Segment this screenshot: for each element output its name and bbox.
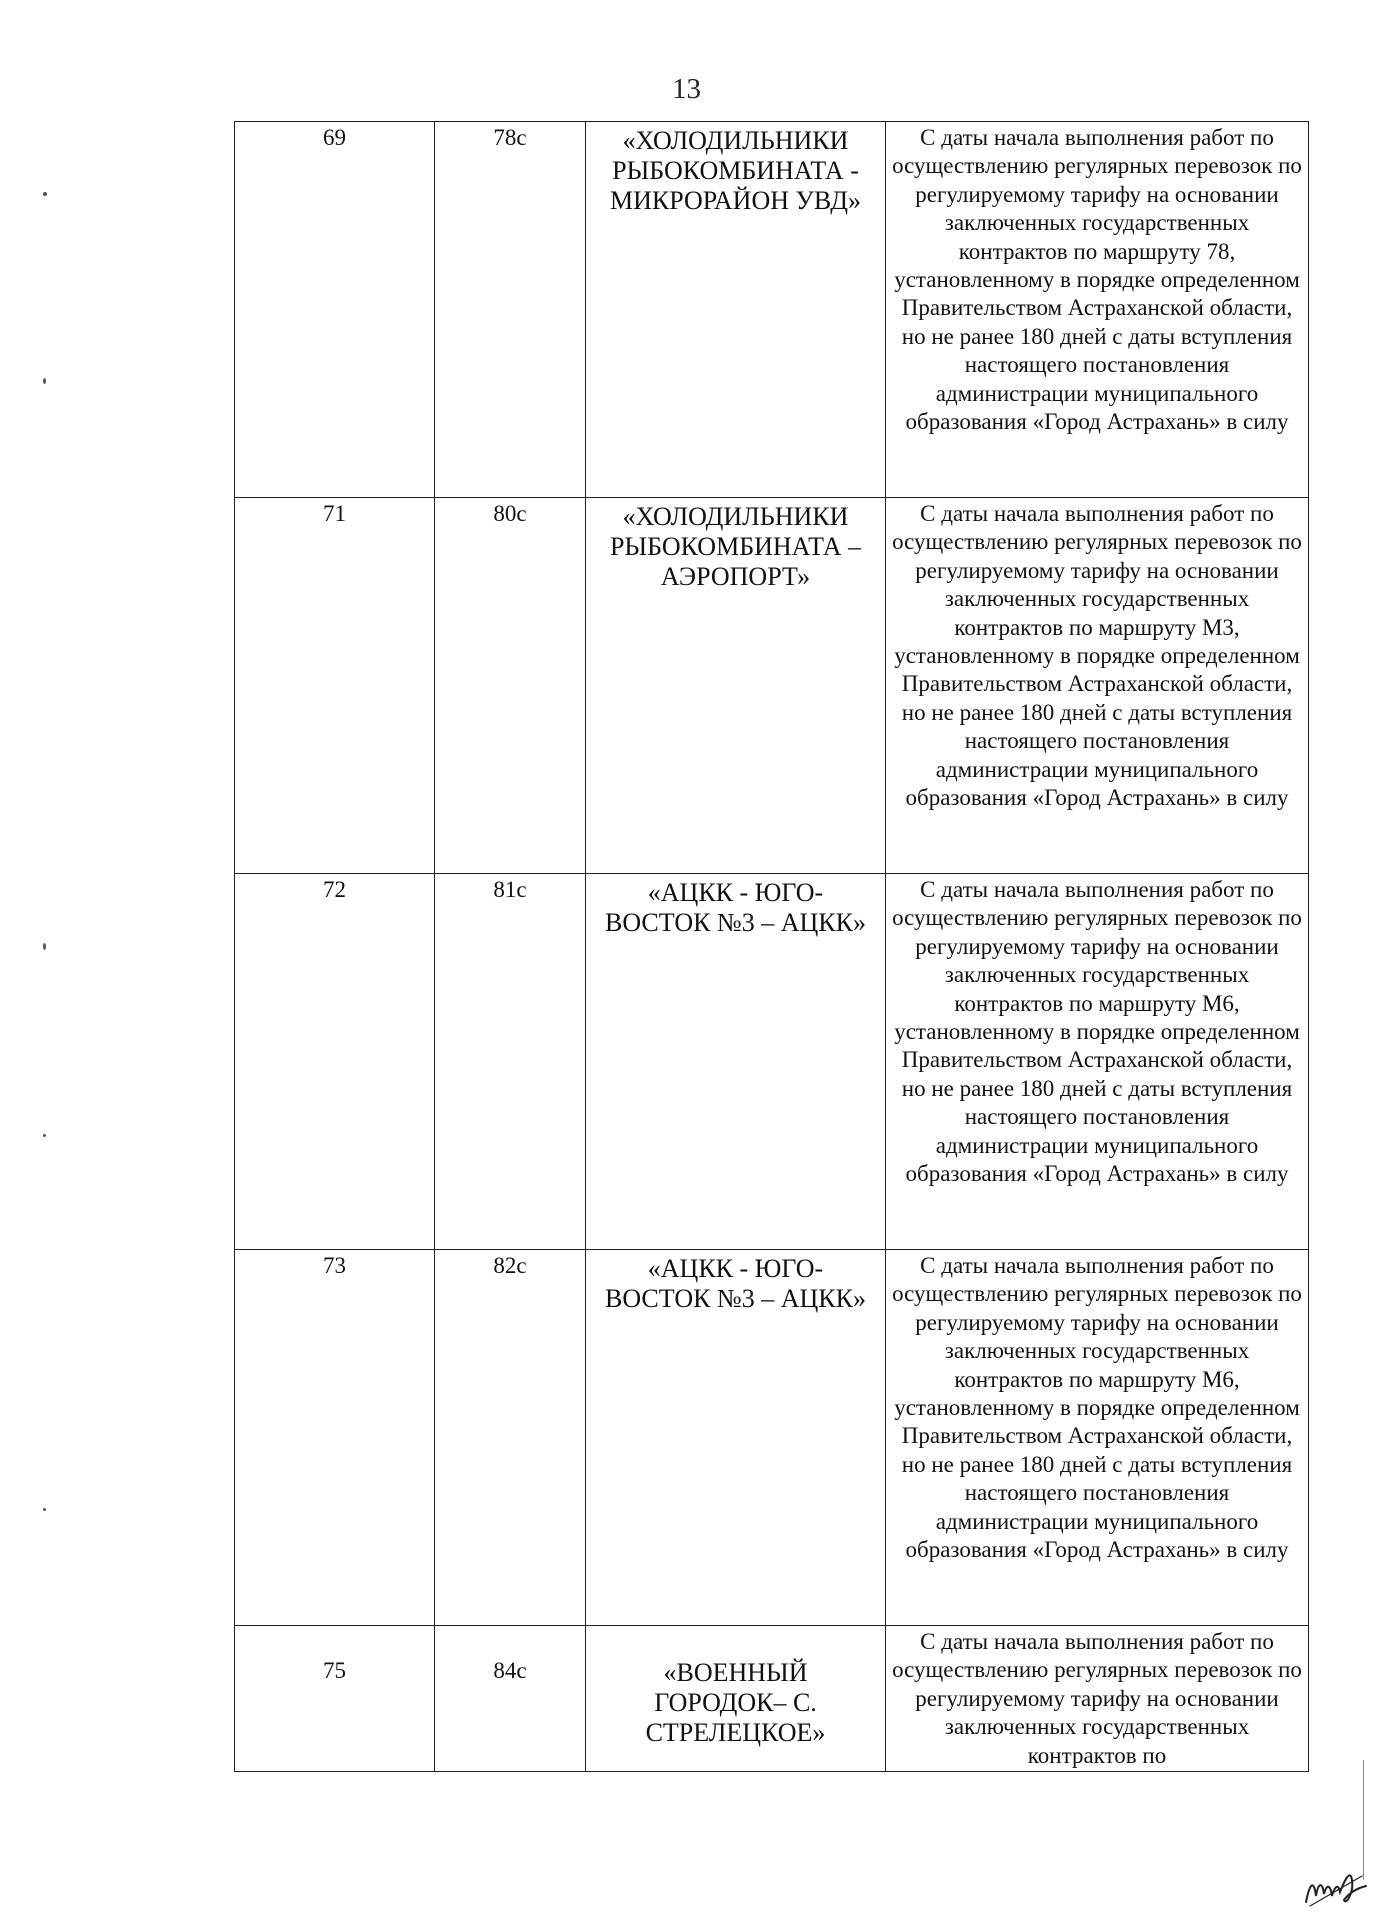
table-row — [235, 1250, 1309, 1626]
routes-table — [234, 121, 1309, 1772]
row-number: 73 — [235, 1250, 435, 1626]
row-number: 75 — [235, 1626, 435, 1772]
route-name: «АЦКК - ЮГО-ВОСТОК №3 – АЦКК» — [586, 1250, 886, 1626]
route-code: 81с — [435, 874, 586, 1250]
route-name: «ХОЛОДИЛЬНИКИ РЫБОКОМБИНАТА – АЭРОПОРТ» — [586, 498, 886, 874]
scan-mark — [43, 1508, 46, 1511]
route-name: «ВОЕННЫЙ ГОРОДОК– С. СТРЕЛЕЦКОЕ» — [586, 1626, 886, 1772]
route-condition: С даты начала выполнения работ по осуществлению регулярных перевозок по регулируемому тарифу на основании заключенных государственных контрактов по маршруту М3, установленному в порядке определенном Правительством Астраханской области, но не ранее 180 дней с даты вступления настоящего постановления администрации муниципального образования «Город Астрахань» в силу — [886, 498, 1309, 874]
scan-mark — [43, 378, 46, 384]
scan-mark — [43, 1134, 46, 1137]
route-code: 82с — [435, 1250, 586, 1626]
scan-mark — [43, 943, 46, 950]
table-row — [235, 122, 1309, 498]
table-row — [235, 874, 1309, 1250]
row-number: 71 — [235, 498, 435, 874]
row-number: 69 — [235, 122, 435, 498]
route-code: 84с — [435, 1626, 586, 1772]
route-condition: С даты начала выполнения работ по осуществлению регулярных перевозок по регулируемому тарифу на основании заключенных государственных контрактов по маршруту 78, установленному в порядке определенном Правительством Астраханской области, но не ранее 180 дней с даты вступления настоящего постановления администрации муниципального образования «Город Астрахань» в силу — [886, 122, 1309, 498]
table-row — [235, 498, 1309, 874]
route-condition: С даты начала выполнения работ по осуществлению регулярных перевозок по регулируемому тарифу на основании заключенных государственных контрактов по маршруту М6, установленному в порядке определенном Правительством Астраханской области, но не ранее 180 дней с даты вступления настоящего постановления администрации муниципального образования «Город Астрахань» в силу — [886, 1250, 1309, 1626]
route-name: «АЦКК - ЮГО-ВОСТОК №3 – АЦКК» — [586, 874, 886, 1250]
route-condition: С даты начала выполнения работ по осуществлению регулярных перевозок по регулируемому тарифу на основании заключенных государственных контрактов по — [886, 1626, 1309, 1772]
route-code: 80с — [435, 498, 586, 874]
row-number: 72 — [235, 874, 435, 1250]
route-code: 78с — [435, 122, 586, 498]
table-row — [235, 1626, 1309, 1772]
route-condition: С даты начала выполнения работ по осуществлению регулярных перевозок по регулируемому тарифу на основании заключенных государственных контрактов по маршруту М6, установленному в порядке определенном Правительством Астраханской области, но не ранее 180 дней с даты вступления настоящего постановления администрации муниципального образования «Город Астрахань» в силу — [886, 874, 1309, 1250]
handwritten-signature — [1300, 1862, 1370, 1912]
route-name: «ХОЛОДИЛЬНИКИ РЫБОКОМБИНАТА - МИКРОРАЙОН УВД» — [586, 122, 886, 498]
page-number: 13 — [672, 73, 701, 105]
scan-mark — [43, 192, 47, 196]
